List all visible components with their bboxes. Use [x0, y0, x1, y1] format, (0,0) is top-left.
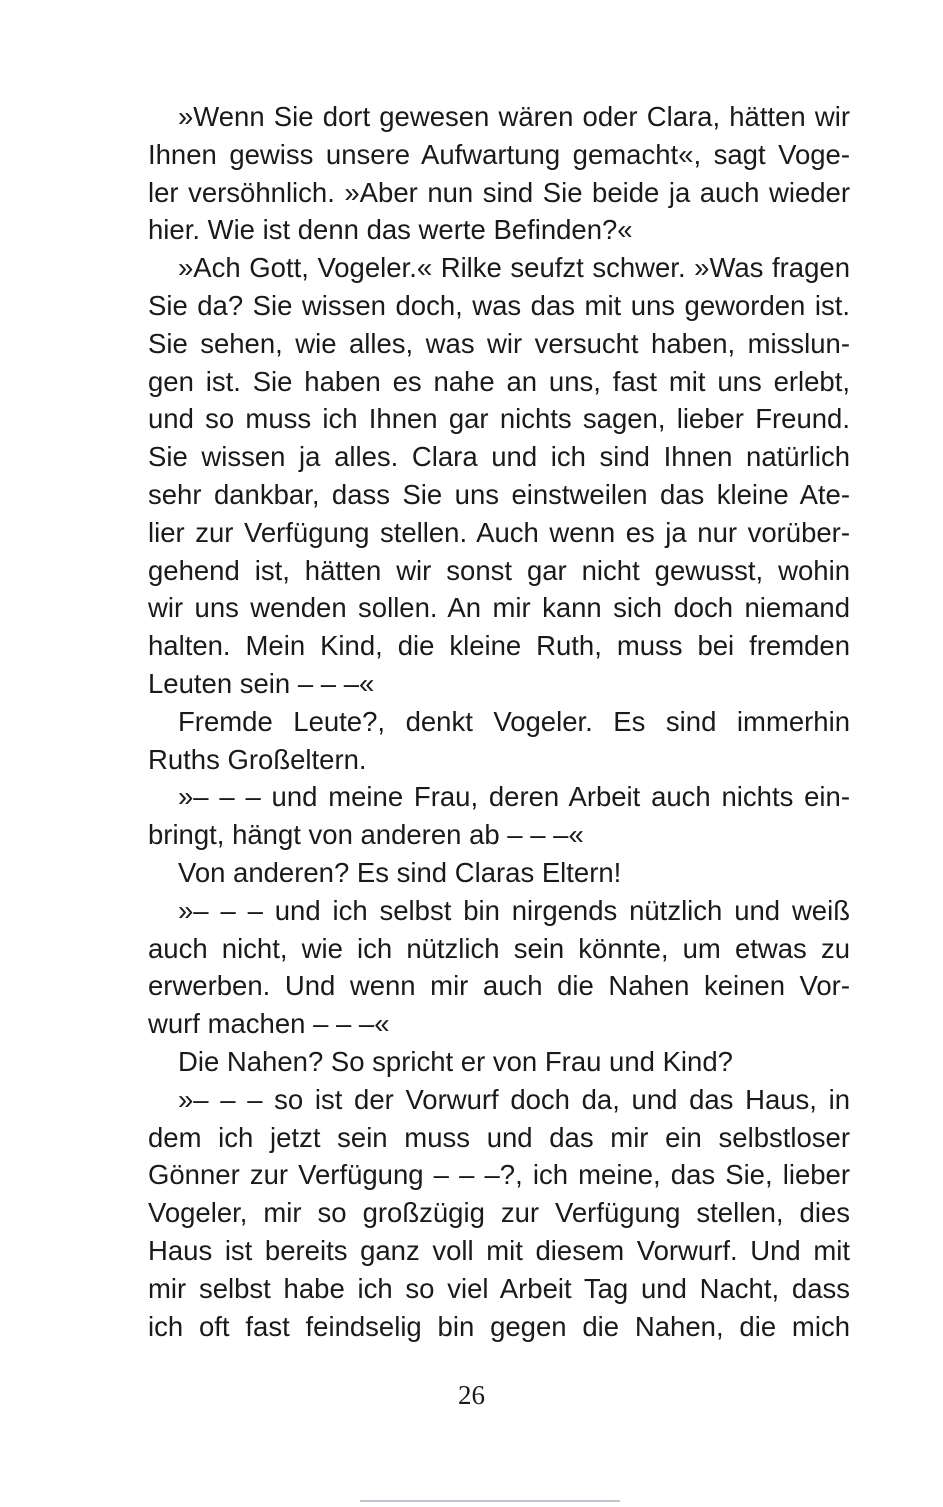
page-number: 26 — [458, 1380, 485, 1410]
scan-edge-mark — [360, 1500, 620, 1502]
text-line: gehend ist, hätten wir sonst gar nicht gewusst, wohin — [148, 554, 850, 586]
text-line: »Ach Gott, Vogeler.« Rilke seufzt schwer. »Was fragen — [178, 252, 850, 284]
text-line: hier. Wie ist denn das werte Befinden?« — [148, 214, 633, 246]
text-line: bringt, hängt von anderen ab – – –« — [148, 819, 584, 851]
text-line: ler versöhnlich. »Aber nun sind Sie beide ja auch wieder — [148, 176, 850, 208]
text-line: mir selbst habe ich so viel Arbeit Tag und Nacht, dass — [148, 1272, 850, 1304]
text-line: Fremde Leute?, denkt Vogeler. Es sind immerhin — [178, 705, 850, 737]
text-line: Haus ist bereits ganz voll mit diesem Vorwurf. Und mit — [148, 1234, 850, 1266]
text-line: und so muss ich Ihnen gar nichts sagen, lieber Freund. — [148, 403, 850, 435]
text-line: dem ich jetzt sein muss und das mir ein selbstloser — [148, 1121, 850, 1153]
text-line: Leuten sein – – –« — [148, 667, 375, 699]
text-line: erwerben. Und wenn mir auch die Nahen keinen Vor- — [148, 970, 850, 1002]
text-line: »– – – so ist der Vorwurf doch da, und das Haus, in — [178, 1083, 850, 1115]
text-line: Ihnen gewiss unsere Aufwartung gemacht«, sagt Voge- — [148, 138, 850, 170]
body-text — [148, 98, 850, 1345]
text-line: »– – – und ich selbst bin nirgends nützlich und weiß — [178, 894, 850, 926]
text-line: »Wenn Sie dort gewesen wären oder Clara, hätten wir — [178, 101, 850, 132]
text-line: Sie sehen, wie alles, was wir versucht haben, misslun- — [148, 327, 850, 359]
text-line: Ruths Großeltern. — [148, 743, 367, 775]
text-line: lier zur Verfügung stellen. Auch wenn es ja nur vorüber- — [148, 516, 850, 548]
text-line: Sie da? Sie wissen doch, was das mit uns geworden ist. — [148, 289, 850, 321]
text-line: Vogeler, mir so großzügig zur Verfügung stellen, dies — [148, 1197, 850, 1229]
text-line: auch nicht, wie ich nützlich sein könnte, um etwas zu — [148, 932, 850, 964]
text-line: gen ist. Sie haben es nahe an uns, fast mit uns erlebt, — [148, 365, 850, 397]
text-line: wir uns wenden sollen. An mir kann sich doch niemand — [148, 592, 850, 624]
text-line: Die Nahen? So spricht er von Frau und Kind? — [178, 1045, 733, 1077]
text-line: wurf machen – – –« — [148, 1008, 390, 1040]
text-line: Sie wissen ja alles. Clara und ich sind Ihnen natürlich — [148, 441, 850, 473]
text-line: halten. Mein Kind, die kleine Ruth, muss bei fremden — [148, 630, 850, 662]
text-line: sehr dankbar, dass Sie uns einstweilen das kleine Ate- — [148, 478, 850, 510]
text-line: »– – – und meine Frau, deren Arbeit auch nichts ein- — [178, 781, 850, 813]
text-line: Gönner zur Verfügung – – –?, ich meine, das Sie, lieber — [148, 1159, 850, 1191]
text-line: Von anderen? Es sind Claras Eltern! — [178, 856, 622, 888]
text-line: ich oft fast feindselig bin gegen die Nahen, die mich — [148, 1310, 850, 1342]
